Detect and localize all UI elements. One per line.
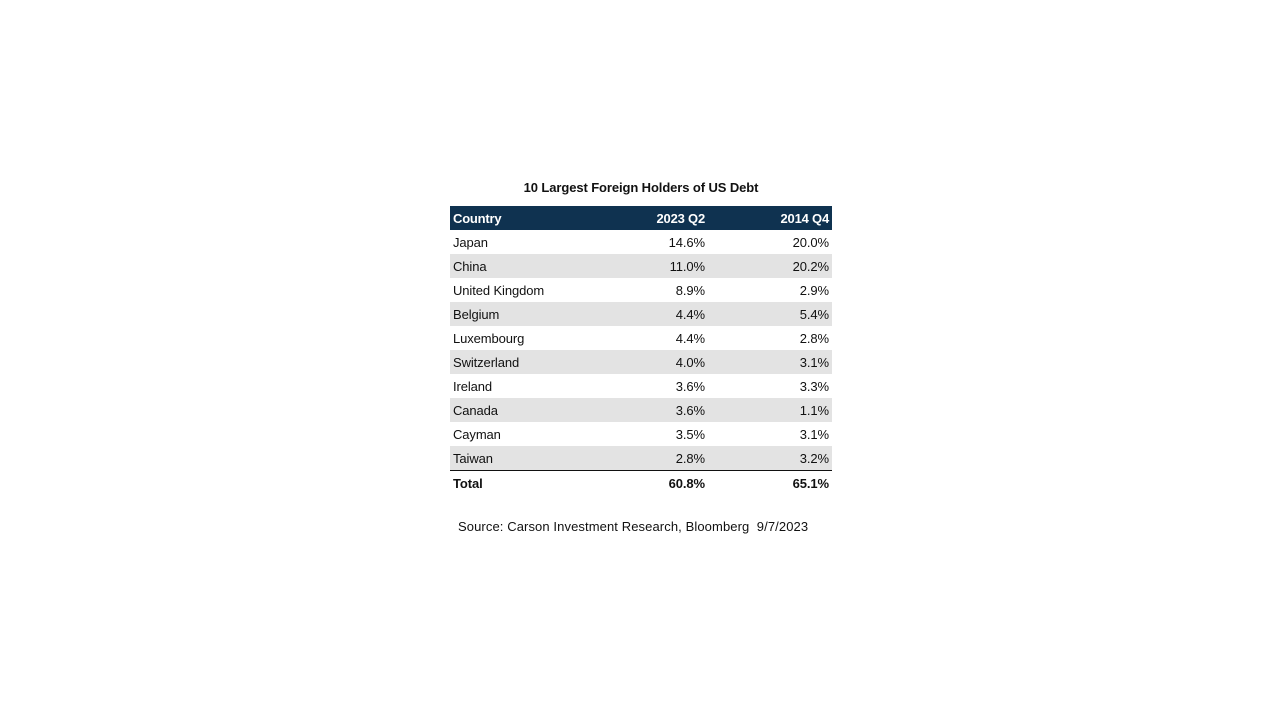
row-2023-q2-cell: 8.9%	[675, 282, 705, 298]
table-row	[450, 446, 832, 471]
row-country-cell: United Kingdom	[453, 282, 545, 298]
row-country-cell: Luxembourg	[453, 330, 525, 346]
table-row	[450, 254, 832, 278]
column-header-2014-q4: 2014 Q4	[708, 206, 832, 230]
table-row	[450, 398, 832, 422]
total-label: Total	[453, 475, 483, 491]
table-row	[450, 374, 832, 398]
source-note: Source: Carson Investment Research, Bloomberg 9/7/2023	[458, 519, 809, 534]
table-body	[450, 230, 832, 471]
holders-table	[450, 206, 832, 495]
debt-holders-table-figure	[450, 179, 832, 495]
row-country-cell: Switzerland	[450, 350, 610, 374]
row-2023-q2-cell: 11.0%	[610, 254, 708, 278]
row-2014-q4-cell: 3.3%	[799, 378, 829, 394]
table-row	[450, 350, 832, 374]
row-2014-q4-cell: 3.1%	[799, 426, 829, 442]
row-country-cell: China	[450, 254, 610, 278]
row-2014-q4-cell: 2.8%	[799, 330, 829, 346]
row-2014-q4-cell: 2.9%	[799, 282, 829, 298]
row-2023-q2-cell: 4.4%	[675, 330, 705, 346]
row-2023-q2-cell: 2.8%	[610, 446, 708, 471]
total-2023-q2: 60.8%	[668, 475, 705, 491]
table-row	[450, 278, 832, 302]
row-country-cell: Canada	[450, 398, 610, 422]
table-row	[450, 302, 832, 326]
row-2014-q4-cell: 20.2%	[708, 254, 832, 278]
row-2014-q4-cell: 20.0%	[792, 234, 829, 250]
row-country-cell: Cayman	[453, 426, 501, 442]
table-row	[450, 326, 832, 350]
total-row	[450, 471, 832, 496]
row-country-cell: Japan	[453, 234, 488, 250]
row-country-cell: Ireland	[453, 378, 493, 394]
row-2023-q2-cell: 14.6%	[668, 234, 705, 250]
row-country-cell: Taiwan	[450, 446, 610, 471]
row-2023-q2-cell: 4.4%	[610, 302, 708, 326]
row-2014-q4-cell: 5.4%	[708, 302, 832, 326]
row-2023-q2-cell: 3.5%	[675, 426, 705, 442]
row-2023-q2-cell: 3.6%	[610, 398, 708, 422]
row-country-cell: Belgium	[450, 302, 610, 326]
row-2014-q4-cell: 3.2%	[708, 446, 832, 471]
row-2023-q2-cell: 4.0%	[610, 350, 708, 374]
header-row	[450, 206, 832, 230]
column-header-2023-q2: 2023 Q2	[610, 206, 708, 230]
total-2014-q4: 65.1%	[792, 475, 829, 491]
table-title: 10 Largest Foreign Holders of US Debt	[523, 180, 759, 195]
row-2014-q4-cell: 3.1%	[708, 350, 832, 374]
column-header-country: Country	[450, 206, 610, 230]
row-2023-q2-cell: 3.6%	[675, 378, 705, 394]
row-2014-q4-cell: 1.1%	[708, 398, 832, 422]
table-row	[450, 422, 832, 446]
table-row	[450, 230, 832, 254]
